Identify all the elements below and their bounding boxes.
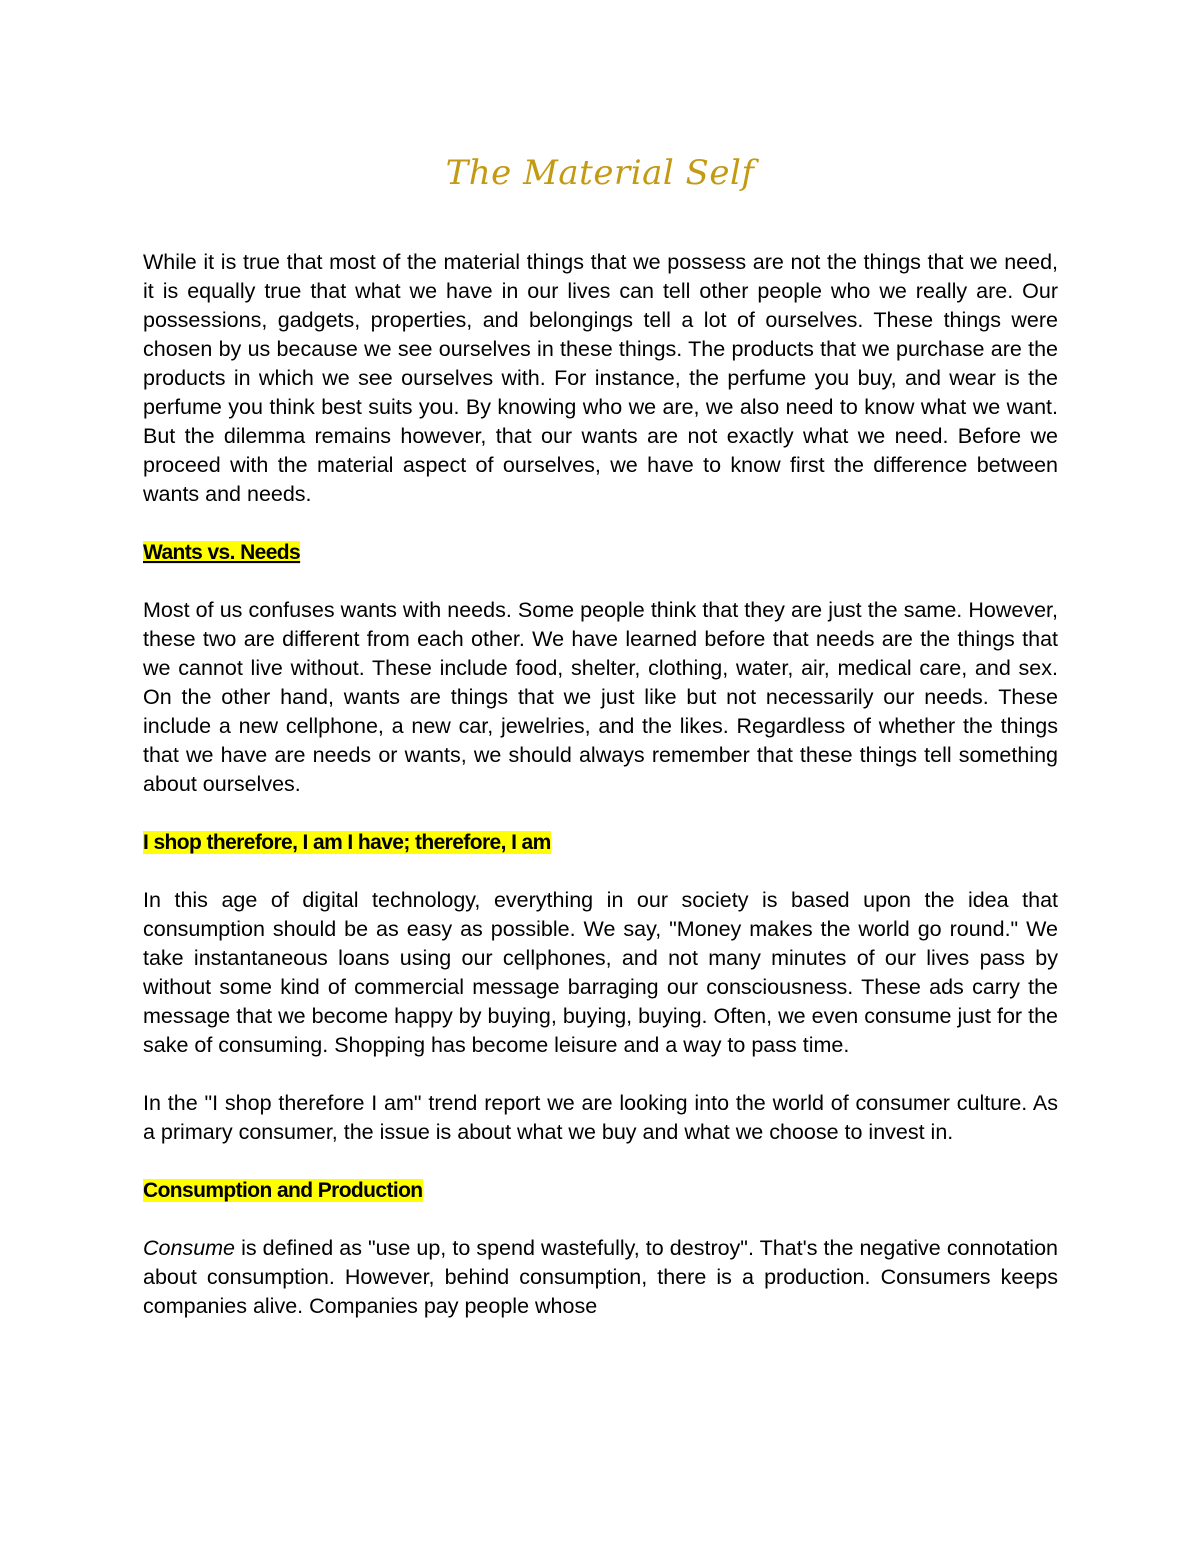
section-heading-i-shop bbox=[143, 828, 1058, 857]
i-shop-paragraph-1: In this age of digital technology, everything in our society is based upon the idea that consumption should be as easy as possible. We say, "Money makes the world go round." We take instantaneous loans using our cellphones, and not many minutes of our lives pass by without some kind of commercial message barraging our consciousness. These ads carry the message that we become happy by buying, buying, buying. Often, we even consume just for the sake of consuming. Shopping has become leisure and a way to pass time. bbox=[143, 888, 1058, 1057]
highlighted-heading-text: Consumption and Production bbox=[143, 1179, 423, 1202]
page-title: The Material Self bbox=[445, 153, 755, 193]
consumption-paragraph bbox=[143, 1234, 1058, 1321]
section-heading-consumption-production bbox=[143, 1176, 1058, 1205]
highlighted-heading-text: I shop therefore, I am I have; therefore, I am bbox=[143, 831, 551, 854]
intro-paragraph: While it is true that most of the material things that we possess are not the things that we need, it is equally true that what we have in our lives can tell other people who we really are. Our possessions, gadgets, properties, and belongings tell a lot of ourselves. These things were chosen by us because we see ourselves in these things. The products that we purchase are the products in which we see ourselves with. For instance, the perfume you buy, and wear is the perfume you think best suits you. By knowing who we are, we also need to know what we want. But the dilemma remains however, that our wants are not exactly what we need. Before we proceed with the material aspect of ourselves, we have to know first the difference between wants and needs. bbox=[143, 250, 1058, 506]
section-heading-wants-vs-needs bbox=[143, 538, 1058, 567]
consumption-paragraph-text: is defined as "use up, to spend wastefully, to destroy". That's the negative connotation about consumption. However, behind consumption, there is a production. Consumers keeps companies alive. Companies pay people whose bbox=[143, 1236, 1058, 1318]
wants-needs-paragraph: Most of us confuses wants with needs. Some people think that they are just the same. However, these two are different from each other. We have learned before that needs are the things that we cannot live without. These include food, shelter, clothing, water, air, medical care, and sex. On the other hand, wants are things that we just like but not necessarily our needs. These include a new cellphone, a new car, jewelries, and the likes. Regardless of whether the things that we have are needs or wants, we should always remember that these things tell something about ourselves. bbox=[143, 598, 1058, 796]
i-shop-paragraph-2: In the "I shop therefore I am" trend report we are looking into the world of consumer culture. As a primary consumer, the issue is about what we buy and what we choose to invest in. bbox=[143, 1091, 1058, 1144]
document-body bbox=[143, 248, 1058, 1321]
highlighted-heading-text: Wants vs. Needs bbox=[143, 541, 301, 564]
consume-term: Consume bbox=[143, 1236, 236, 1260]
